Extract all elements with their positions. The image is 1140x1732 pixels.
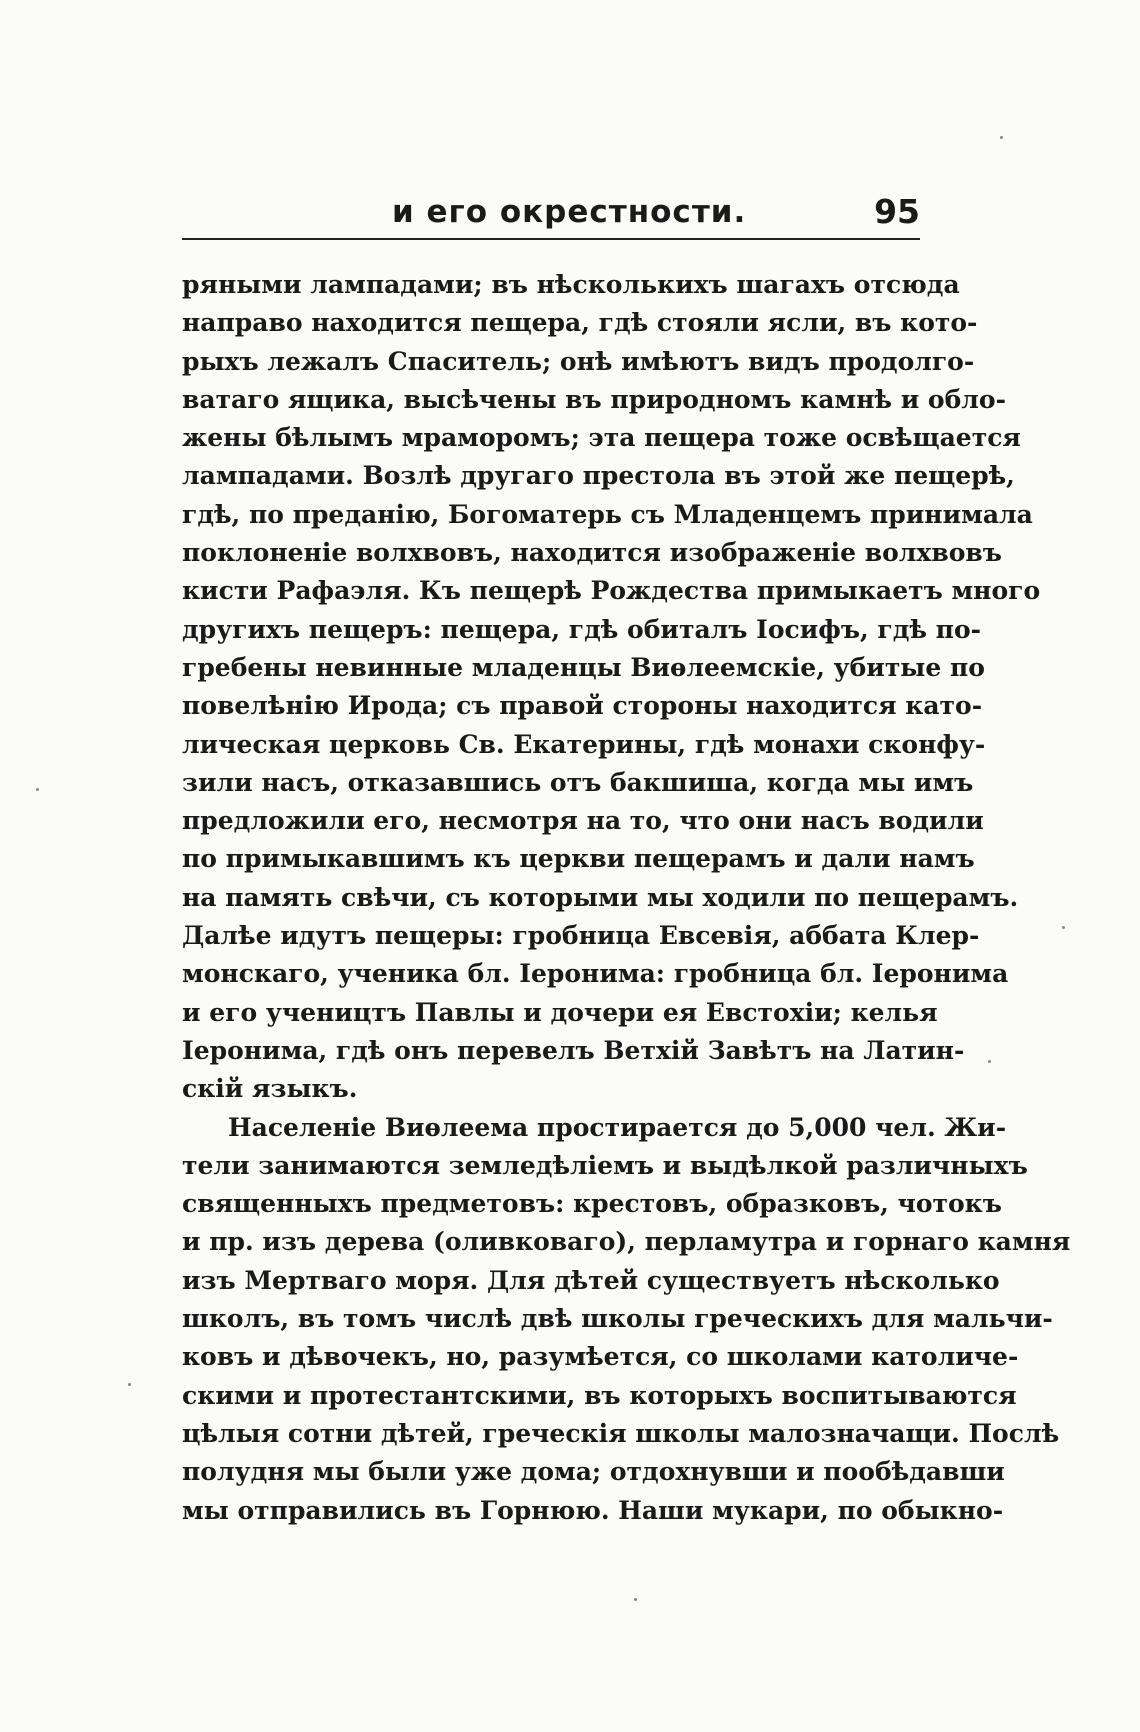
text-line: Далѣе идутъ пещеры: гробница Евсевія, аббата Клер- — [182, 921, 980, 951]
text-line: зили насъ, отказавшись отъ бакшиша, когда мы имъ — [182, 767, 974, 797]
text-line: и пр. изъ дерева (оливковаго), перламутра и горнаго камня — [182, 1227, 1071, 1257]
paragraph-start-line: Населеніе Виѳлеема простирается до 5,000 чел. Жи- — [228, 1112, 1007, 1142]
text-line: по примыкавшимъ къ церкви пещерамъ и дали намъ — [182, 844, 975, 874]
text-line: на память свѣчи, съ которыми мы ходили по пещерамъ. — [182, 882, 1019, 912]
text-line: предложили его, несмотря на то, что они насъ водили — [182, 806, 984, 836]
text-line: жены бѣлымъ мраморомъ; эта пещера тоже освѣщается — [182, 423, 1021, 453]
text-line: ряными лампадами; въ нѣсколькихъ шагахъ отсюда — [182, 270, 960, 299]
text-line: ватаго ящика, высѣчены въ природномъ камнѣ и обло- — [182, 384, 1006, 414]
text-line: другихъ пещеръ: пещера, гдѣ обиталъ Іосифъ, гдѣ по- — [182, 614, 982, 644]
header-title: и его окрестности. — [392, 194, 747, 230]
text-line: лическая церковь Св. Екатерины, гдѣ монахи сконфу- — [182, 729, 986, 759]
text-line: рыхъ лежалъ Спаситель; онѣ имѣютъ видъ продолго- — [182, 346, 975, 376]
text-line: монскаго, ученика бл. Іеронима: гробница бл. Іеронима — [182, 959, 1009, 989]
text-line: скій языкъ. — [182, 1074, 358, 1104]
text-line: мы отправились въ Горнюю. Наши мукари, по обыкно- — [182, 1495, 1004, 1525]
text-line: школъ, въ томъ числѣ двѣ школы греческихъ для мальчи- — [182, 1304, 1053, 1334]
paper-speck — [128, 1383, 131, 1386]
paper-speck — [1062, 926, 1065, 929]
text-line: тели занимаются земледѣліемъ и выдѣлкой различныхъ — [182, 1150, 1028, 1180]
page-number: 95 — [874, 192, 920, 231]
paper-speck — [634, 1598, 637, 1601]
text-line: кисти Рафаэля. Къ пещерѣ Рождества примыкаетъ много — [182, 576, 1041, 606]
paper-speck — [988, 1060, 991, 1063]
text-line: поклоненіе волхвовъ, находится изображеніе волхвовъ — [182, 538, 1002, 568]
body-text — [182, 266, 1071, 1530]
text-line: изъ Мертваго моря. Для дѣтей существуетъ нѣсколько — [182, 1265, 1000, 1295]
text-line: гдѣ, по преданію, Богоматерь съ Младенцемъ принимала — [182, 499, 1033, 529]
text-line: повелѣнію Ирода; съ правой стороны находится като- — [182, 691, 983, 721]
text-line: и его учеництъ Павлы и дочери ея Евстохіи; келья — [182, 997, 938, 1027]
text-line: цѣлыя сотни дѣтей, греческія школы малозначащи. Послѣ — [182, 1418, 1060, 1448]
text-line: Іеронима, гдѣ онъ перевелъ Ветхій Завѣтъ на Латин- — [182, 1035, 965, 1065]
paper-speck — [36, 788, 39, 791]
text-line: скими и протестантскими, въ которыхъ воспитываются — [182, 1380, 1017, 1410]
text-line: гребены невинные младенцы Виѳлеемскіе, убитые по — [182, 652, 985, 682]
text-line: направо находится пещера, гдѣ стояли ясли, въ кото- — [182, 308, 978, 338]
text-line: лампадами. Возлѣ другаго престола въ этой же пещерѣ, — [182, 461, 1015, 491]
paper-speck — [1000, 136, 1003, 139]
text-line: полудня мы были уже дома; отдохнувши и пообѣдавши — [182, 1457, 1005, 1487]
text-line: священныхъ предметовъ: крестовъ, образковъ, чотокъ — [182, 1189, 1002, 1219]
text-line: ковъ и дѣвочекъ, но, разумѣется, со школами католиче- — [182, 1342, 1019, 1372]
running-header — [182, 192, 920, 240]
